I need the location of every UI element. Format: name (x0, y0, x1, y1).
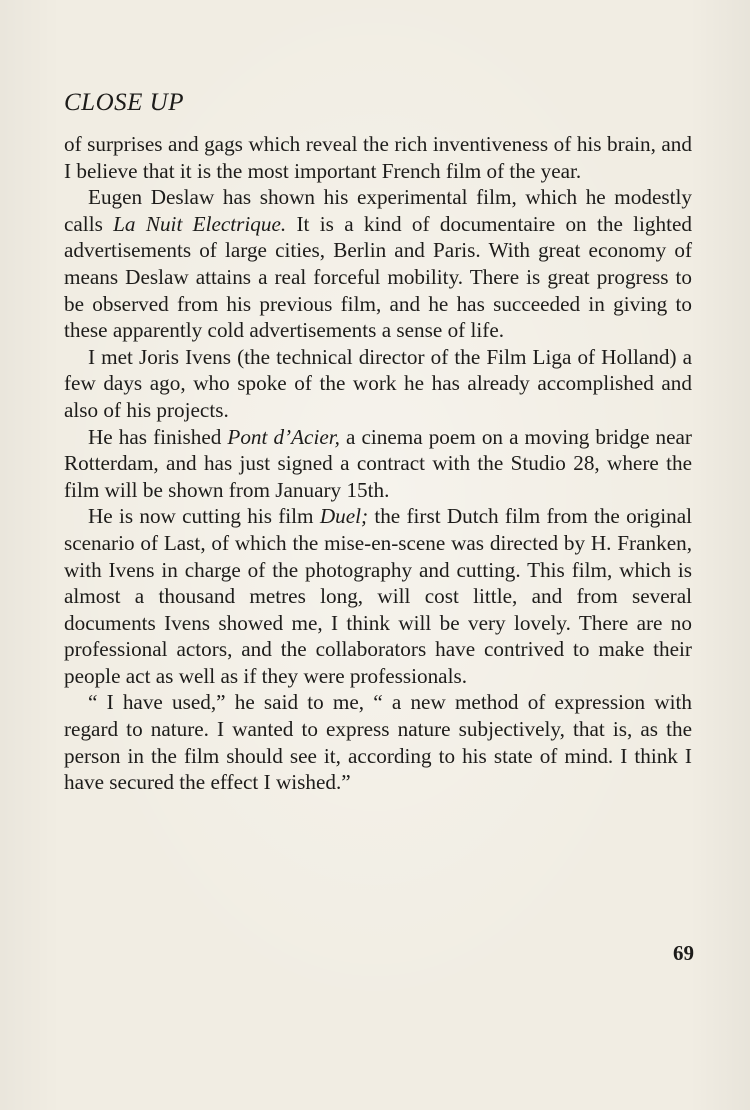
text-run: “ I have used,” he said to me, “ a new method of expression with regard to nature. I wanted to express nature subjectively, that is, as the person in the film should see it, according to his state of mind. I think I have secured the effect I wished.” (64, 690, 692, 795)
paragraph-quote (64, 689, 692, 795)
text-run: It is a kind of documentaire on the lighted advertisements of large cities, Berlin and Paris. With great economy of means Deslaw attains a real forceful mobility. There is great progress to be observed from his previous film, and he has succeeded in giving to these apparently cold advertisements a sense of life. (64, 211, 693, 343)
film-title-pont-dacier: Pont d’Acier, (227, 424, 340, 449)
paragraph-duel (64, 503, 692, 689)
text-run: He is now cutting his film (88, 504, 320, 529)
text-run: Eugen Deslaw has shown his experimental film, which he modestly calls (64, 185, 692, 236)
film-title-la-nuit-electrique: La Nuit Electrique. (113, 211, 287, 236)
running-head: CLOSE UP (64, 89, 184, 116)
text-run: He has finished (88, 424, 228, 449)
paragraph-pont-dacier (64, 424, 692, 504)
body-text (64, 131, 692, 796)
text-run: a cinema poem on a moving bridge near Rotterdam, and has just signed a contract with the Studio 28, where the film will be shown from January 15th. (64, 424, 692, 502)
text-run: of surprises and gags which reveal the rich inventiveness of his brain, and I believe that it is the most important French film of the year. (64, 132, 692, 183)
paragraph-ivens-meeting (64, 344, 692, 424)
text-run: the first Dutch film from the original scenario of Last, of which the mise-en-scene was directed by H. Franken, with Ivens in charge of the photography and cutting. This film, which is almost a thousand metres long, will cost little, and from several documents Ivens showed me, I think will be very lovely. There are no professional actors, and the collaborators have contrived to make their people act as well as if they were professionals. (64, 504, 692, 688)
film-title-duel: Duel; (319, 504, 369, 529)
text-run: I met Joris Ivens (the technical director of the Film Liga of Holland) a few days ago, who spoke of the work he has already accomplished and also of his projects. (64, 344, 692, 422)
paragraph-continued (64, 131, 692, 184)
page-number: 69 (673, 941, 694, 965)
paragraph-deslaw (64, 184, 692, 344)
